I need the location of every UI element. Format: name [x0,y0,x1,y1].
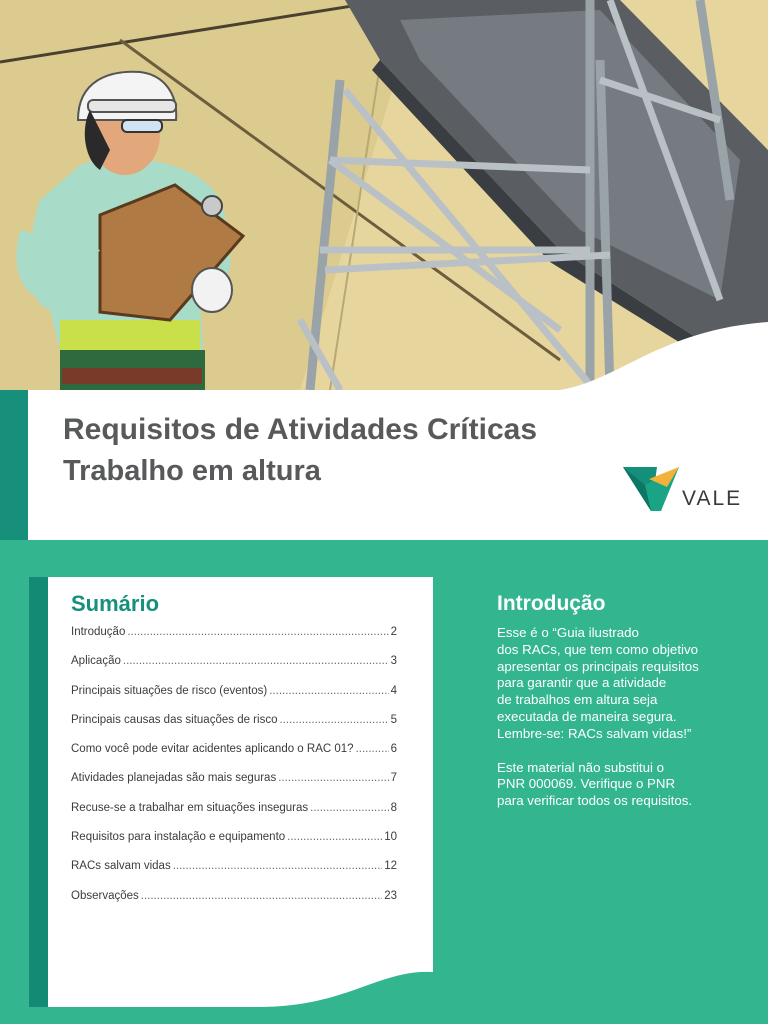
intro-line: executada de maneira segura. [497,708,677,724]
toc-leader-dots [287,830,382,844]
toc-item-page: 4 [390,684,397,697]
document-title: Requisitos de Atividades Críticas [63,413,538,446]
toc-item-label: Introdução [71,626,126,638]
toc-item[interactable] [71,625,397,654]
toc-item-page: 8 [390,801,397,814]
toc-leader-dots [123,654,389,668]
paragraph-gap [497,743,747,760]
toc-leader-dots [278,771,388,785]
toc-item[interactable] [71,684,397,713]
toc-item-label: RACs salvam vidas [71,860,171,873]
toc-item-page: 10 [384,831,397,844]
toc-leader-dots [356,742,389,756]
toc-leader-dots [127,625,388,639]
intro-line: de trabalhos em altura seja [497,692,658,708]
summary-card [48,577,433,1007]
toc-item-page: 6 [390,743,397,756]
toc-item-page: 23 [384,889,397,902]
toc-item[interactable] [71,771,397,800]
toc-item-label: Requisitos para instalação e equipamento [71,831,286,844]
intro-heading: Introdução [497,592,606,615]
toc-item-label: Aplicação [71,655,121,668]
toc-item-page: 12 [384,860,397,873]
toc-item-label: Recuse-se a trabalhar em situações inseguras [71,801,309,814]
toc-item[interactable] [71,889,397,918]
toc-item[interactable] [71,859,397,888]
toc-item-label: Como você pode evitar acidentes aplicando o RAC 01? [71,743,354,756]
summary-card-edge [29,577,48,1007]
cover-illustration [0,0,768,390]
intro-line: para garantir que a atividade [497,675,667,691]
intro-line: Esse é o “Guia ilustrado [497,625,639,640]
intro-line: Este material não substitui o [497,759,665,775]
toc-leader-dots [141,889,382,903]
intro-line: PNR 000069. Verifique o PNR [497,776,676,792]
toc-item-page: 2 [390,626,397,638]
toc-item-label: Principais situações de risco (eventos) [71,684,268,697]
summary-heading: Sumário [71,591,160,616]
scaffold-worker-illustration [0,0,768,390]
toc-item[interactable] [71,742,397,771]
intro-line: Lembre-se: RACs salvam vidas!” [497,725,692,741]
table-of-contents [71,625,397,918]
toc-item[interactable] [71,830,397,859]
toc-item-page: 7 [390,772,397,785]
toc-item-label: Principais causas das situações de risco [71,713,278,726]
toc-item-label: Atividades planejadas são mais seguras [71,772,277,785]
vale-logo [621,465,741,515]
toc-item-page: 3 [390,655,397,668]
toc-item-page: 5 [390,713,397,726]
toc-leader-dots [279,713,388,727]
document-subtitle: Trabalho em altura [63,455,321,487]
intro-line: dos RACs, que tem como objetivo [497,641,699,657]
intro-line: apresentar os principais requisitos [497,658,699,674]
title-accent-bar [0,390,28,540]
toc-leader-dots [173,859,383,873]
toc-item[interactable] [71,654,397,683]
toc-item[interactable] [71,713,397,742]
intro-line: para verificar todos os requisitos. [497,793,693,809]
vale-v-logo-icon [621,465,681,515]
vale-logo-text: VALE [682,487,743,510]
intro-text [497,625,747,810]
toc-leader-dots [310,801,388,815]
toc-item[interactable] [71,801,397,830]
toc-item-label: Observações [71,889,139,902]
toc-leader-dots [269,684,388,698]
